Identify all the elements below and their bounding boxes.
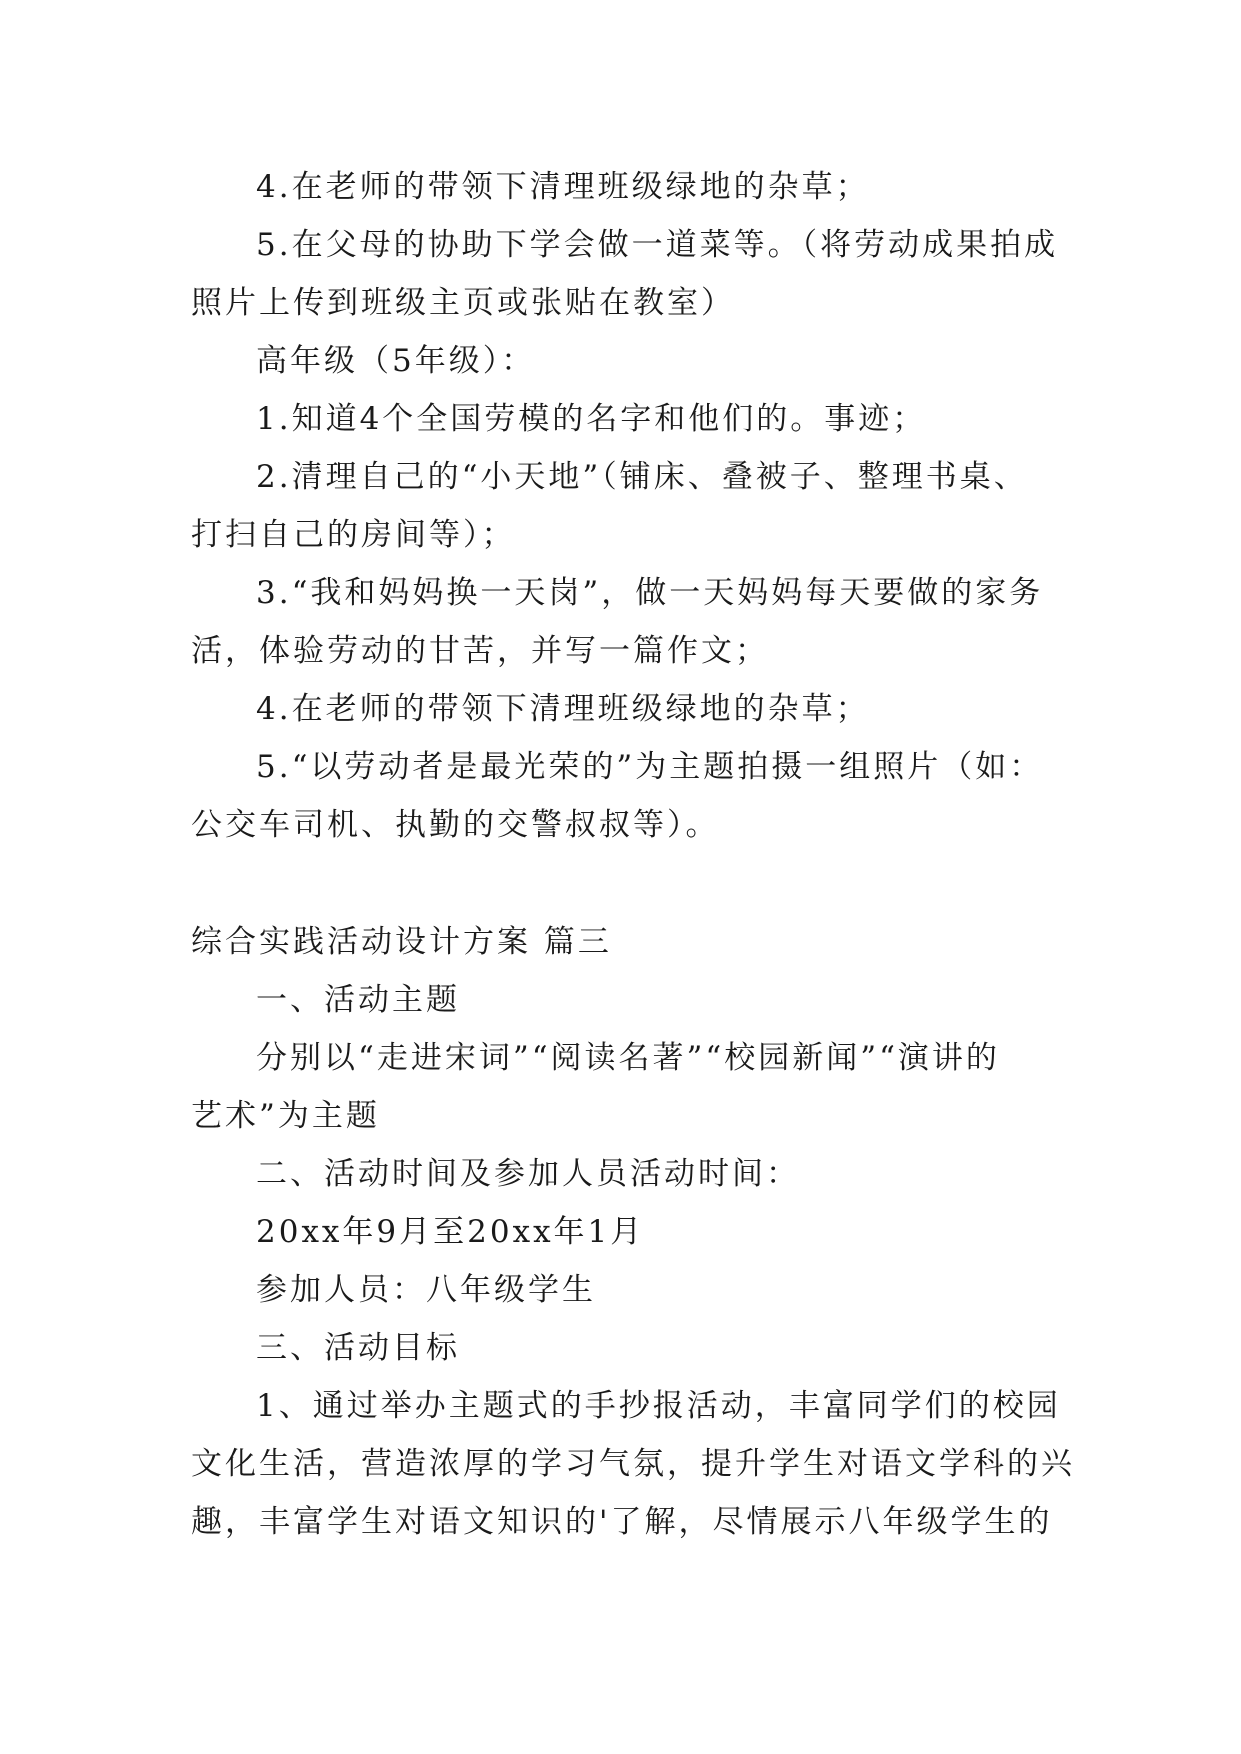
- text-line: 3.“我和妈妈换一天岗”，做一天妈妈每天要做的家务: [256, 575, 1044, 611]
- text-line: 照片上传到班级主页或张贴在教室）: [191, 285, 735, 321]
- text-line: 4.在老师的带领下清理班级绿地的杂草；: [256, 691, 870, 727]
- text-line: 打扫自己的房间等）；: [191, 517, 516, 553]
- text-line: 1、通过举办主题式的手抄报活动，丰富同学们的校园: [256, 1388, 1061, 1424]
- text-line: 5.在父母的协助下学会做一道菜等。（将劳动成果拍成: [256, 227, 1059, 263]
- text-line: 趣，丰富学生对语文知识的'了解，尽情展示八年级学生的: [191, 1504, 1053, 1540]
- text-line: 公交车司机、执勤的交警叔叔等）。: [191, 807, 720, 843]
- section-heading: 综合实践活动设计方案 篇三: [191, 924, 612, 960]
- text-line: 二、活动时间及参加人员活动时间：: [256, 1156, 800, 1192]
- text-line: 2.清理自己的“小天地”（铺床、叠被子、整理书桌、: [256, 459, 1028, 495]
- text-line: 5.“以劳动者是最光荣的”为主题拍摄一组照片（如：: [256, 749, 1044, 785]
- text-line: 20xx年9月至20xx年1月: [256, 1214, 645, 1250]
- text-line: 分别以“走进宋词”“阅读名著”“校园新闻”“演讲的: [256, 1040, 1000, 1076]
- text-line: 三、活动目标: [256, 1330, 460, 1366]
- text-line: 高年级（5年级）：: [256, 343, 536, 379]
- text-line: 4.在老师的带领下清理班级绿地的杂草；: [256, 169, 870, 205]
- text-line: 一、活动主题: [256, 982, 460, 1018]
- text-line: 活，体验劳动的甘苦，并写一篇作文；: [191, 633, 769, 669]
- text-line: 文化生活，营造浓厚的学习气氛，提升学生对语文学科的兴: [191, 1446, 1075, 1482]
- text-line: 参加人员：八年级学生: [256, 1272, 596, 1308]
- text-line: 艺术”为主题: [191, 1098, 380, 1134]
- text-line: 1.知道4个全国劳模的名字和他们的。事迹；: [256, 401, 927, 437]
